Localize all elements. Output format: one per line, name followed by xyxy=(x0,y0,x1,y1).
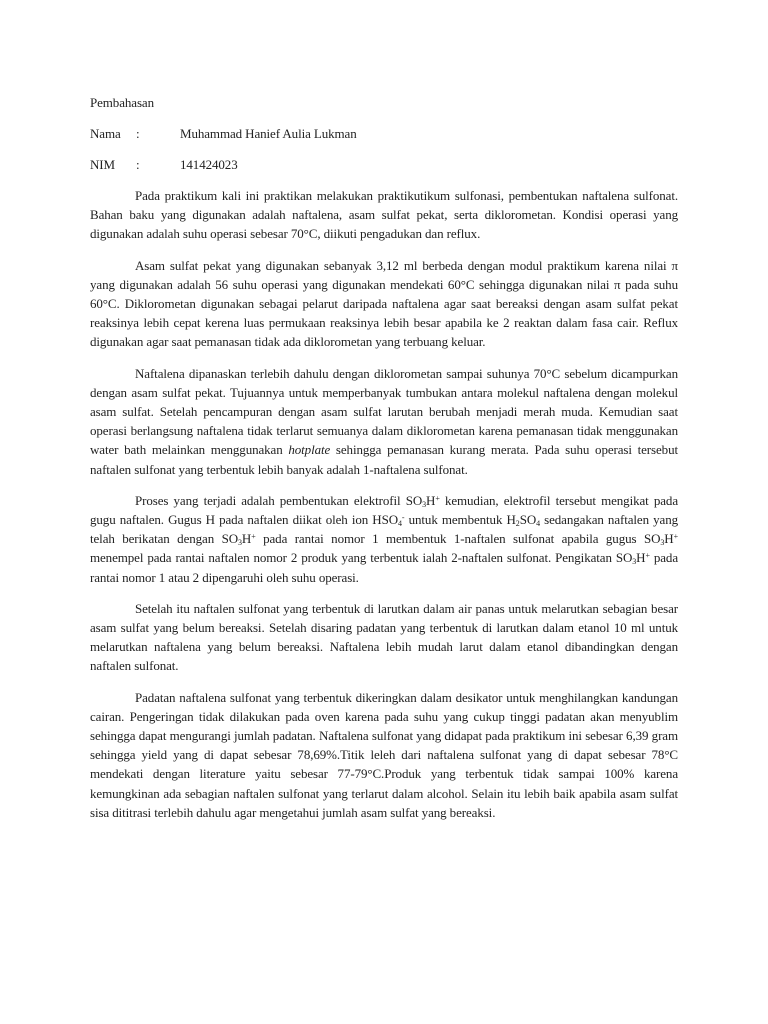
paragraph-3-italic-term: hotplate xyxy=(288,442,331,458)
superscript: + xyxy=(645,551,650,561)
info-colon: : xyxy=(136,157,140,172)
paragraph-3-text-b: sehingga pemanasan kurang merata. Pada suhu operasi tersebut naftalen sulfonat yang terbentuk lebih banyak adalah 1-naftalena sulfonat. xyxy=(90,442,678,477)
paragraph-4-text: H xyxy=(664,531,674,547)
paragraph-4-text: H xyxy=(241,531,252,547)
paragraph-3 xyxy=(90,364,678,479)
superscript: + xyxy=(435,493,440,503)
superscript: + xyxy=(251,532,256,542)
subscript: 3 xyxy=(632,557,637,567)
subscript: 3 xyxy=(238,538,242,548)
paragraph-2: Asam sulfat pekat yang digunakan sebanyak 3,12 ml berbeda dengan modul praktikum karena nilai π yang digunakan adalah 56 suhu operasi yang digunakan mendekati 60°C sehingga digunakan nilai π pada suhu 60°C. Diklorometan digunakan sebagai pelarut daripada naftalena agar saat bereaksi dengan asam sulfat pekat reaksinya lebih cepat kerena luas permukaan reaksinya lebih besar apabila ke 2 reaktan dalam fasa cair. Reflux digunakan agar saat pemanasan tidak ada diklorometan yang terbuang keluar. xyxy=(90,257,678,350)
subscript: 3 xyxy=(422,499,427,509)
info-value-nim: 141424023 xyxy=(180,157,238,172)
paragraph-5: Setelah itu naftalen sulfonat yang terbentuk di larutkan dalam air panas untuk melarutkan sebagian besar asam sulfat yang belum bereaksi. Setelah disaring padatan yang terbentuk di larutkan dalam etanol 10 ml untuk melarutkan naftalena yang belum bereaksi. Naftalena lebih mudah larut dalam etanol dibandingkan dengan naftalen sulfonat. xyxy=(90,600,678,674)
document-page xyxy=(90,93,678,822)
info-value-name: Muhammad Hanief Aulia Lukman xyxy=(180,126,357,141)
info-colon: : xyxy=(136,126,140,141)
paragraph-4-text: H xyxy=(426,492,436,508)
paragraph-4 xyxy=(90,491,678,587)
paragraph-3-text-a: Naftalena dipanaskan terlebih dahulu dengan diklorometan sampai suhunya 70°C sebelum dicampurkan dengan asam sulfat pekat. Tujuannya untuk memperbanyak tumbukan antara molekul naftalena dengan molekul asam sulfat. Setelah pencampuran dengan asam sulfat larutan berubah menjadi merah muda. Kemudian saat operasi berlangsung naftalena tidak terlarut semuanya dalam diklorometan karena pemanasan tidak menggunakan water bath melainkan menggunakan xyxy=(90,365,678,458)
paragraph-4-text: pada rantai nomor 1 atau 2 dipengaruhi oleh suhu operasi. xyxy=(90,550,678,585)
superscript: - xyxy=(401,513,405,523)
info-label-name: Nama xyxy=(90,126,121,141)
superscript: + xyxy=(673,532,678,542)
info-row-name xyxy=(90,124,678,143)
paragraph-4-text: H xyxy=(636,550,646,566)
info-label-nim: NIM xyxy=(90,157,115,172)
paragraph-4-text: sedangakan naftalen yang telah berikatan dengan SO xyxy=(90,512,679,547)
paragraph-4-text: untuk membentuk H xyxy=(404,512,516,528)
document-heading: Pembahasan xyxy=(90,95,154,110)
paragraph-6: Padatan naftalena sulfonat yang terbentuk dikeringkan dalam desikator untuk menghilangkan kandungan cairan. Pengeringan tidak dilakukan pada oven karena pada suhu yang cukup tinggi padatan akan menyublim sehingga dapat mengurangi jumlah padatan. Naftalena sulfonat yang didapat pada praktikum ini sebesar 6,39 gram sehingga yield yang di dapat sebesar 78,69%.Titik leleh dari naftalena sulfonat yang di dapat sebesar 78°C mendekati dengan literature yaitu sebesar 77-79°C.Produk yang terbentuk tidak sampai 100% karena kemungkinan ada sebagian naftalen sulfonat yang terlarut dalam alcohol. Selain itu lebih baik apabila asam sulfat sisa dititrasi terlebih dahulu agar mengetahui jumlah asam sulfat yang bereaksi. xyxy=(90,689,678,820)
subscript: 2 xyxy=(515,519,520,529)
paragraph-4-text: SO xyxy=(519,512,537,528)
paragraph-4-text: menempel pada rantai naftalen nomor 2 produk yang terbentuk ialah 2-naftalen sulfonat. Pengikatan SO xyxy=(90,550,633,566)
subscript: 3 xyxy=(660,538,665,548)
paragraph-4-text: kemudian, elektrofil tersebut mengikat pada gugu naftalen. Gugus H pada naftalen diikat oleh ion HSO xyxy=(90,492,678,528)
subscript: 4 xyxy=(536,519,541,529)
paragraph-1: Pada praktikum kali ini praktikan melakukan praktikutikum sulfonasi, pembentukan naftalena sulfonat. Bahan baku yang digunakan adalah naftalena, asam sulfat pekat, serta diklorometan. Kondisi operasi yang digunakan adalah suhu operasi sebesar 70°C, diikuti pengadukan dan reflux. xyxy=(90,188,678,242)
paragraph-4-text: pada rantai nomor 1 membentuk 1-naftalen sulfonat apabila gugus SO xyxy=(255,531,661,547)
subscript: 4 xyxy=(398,519,402,529)
info-row-nim xyxy=(90,155,678,174)
paragraph-4-text: Proses yang terjadi adalah pembentukan elektrofil SO xyxy=(135,492,423,508)
